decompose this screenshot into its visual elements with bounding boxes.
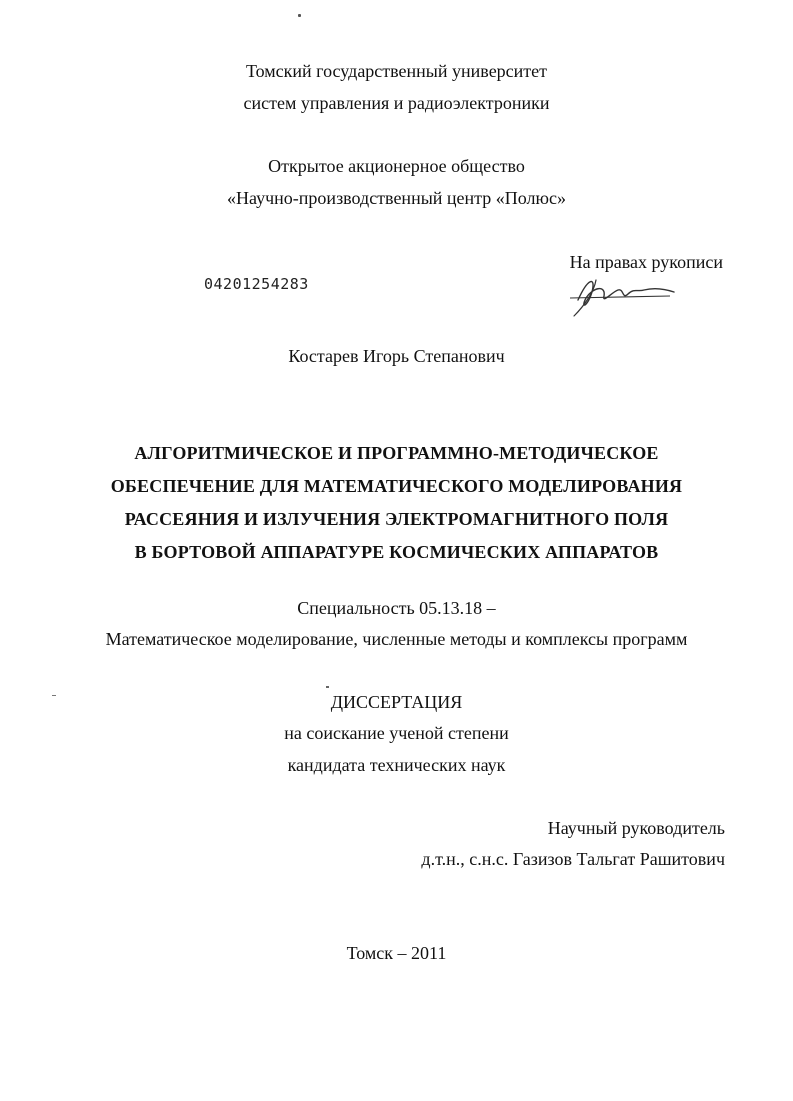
scan-speck-middle [326, 686, 329, 688]
supervisor-label: Научный руководитель [547, 818, 725, 838]
title-line: РАССЕЯНИЯ И ИЗЛУЧЕНИЯ ЭЛЕКТРОМАГНИТНОГО ПОЛЯ [124, 509, 669, 529]
city-year: Томск – 2011 [346, 943, 447, 963]
handwritten-signature-icon [566, 270, 686, 320]
degree-line-1: на соискание ученой степени [284, 723, 509, 743]
dissertation-title [0, 437, 793, 569]
title-line: АЛГОРИТМИЧЕСКОЕ И ПРОГРАММНО-МЕТОДИЧЕСКОЕ [134, 443, 659, 463]
specialty-name: Математическое моделирование, численные методы и комплексы программ [105, 629, 688, 649]
title-line: В БОРТОВОЙ АППАРАТУРЕ КОСМИЧЕСКИХ АППАРАТОВ [134, 542, 659, 562]
supervisor-name: д.т.н., с.н.с. Газизов Тальгат Рашитович [421, 849, 725, 869]
degree-line-2: кандидата технических наук [287, 755, 506, 775]
manuscript-note: На правах рукописи [569, 252, 723, 272]
company-line-2: «Научно-производственный центр «Полюс» [227, 188, 566, 208]
specialty-code: Специальность 05.13.18 – [297, 598, 496, 618]
title-line: ОБЕСПЕЧЕНИЕ ДЛЯ МАТЕМАТИЧЕСКОГО МОДЕЛИРОВАНИЯ [110, 476, 683, 496]
work-type-label: ДИССЕРТАЦИЯ [330, 692, 463, 712]
company-line-1: Открытое акционерное общество [268, 156, 525, 176]
author-name: Костарев Игорь Степанович [288, 346, 505, 366]
university-line-1: Томский государственный университет [245, 61, 548, 81]
registration-number: 04201254283 [204, 275, 309, 293]
scan-speck-top [298, 14, 301, 17]
university-line-2: систем управления и радиоэлектроники [243, 93, 550, 113]
